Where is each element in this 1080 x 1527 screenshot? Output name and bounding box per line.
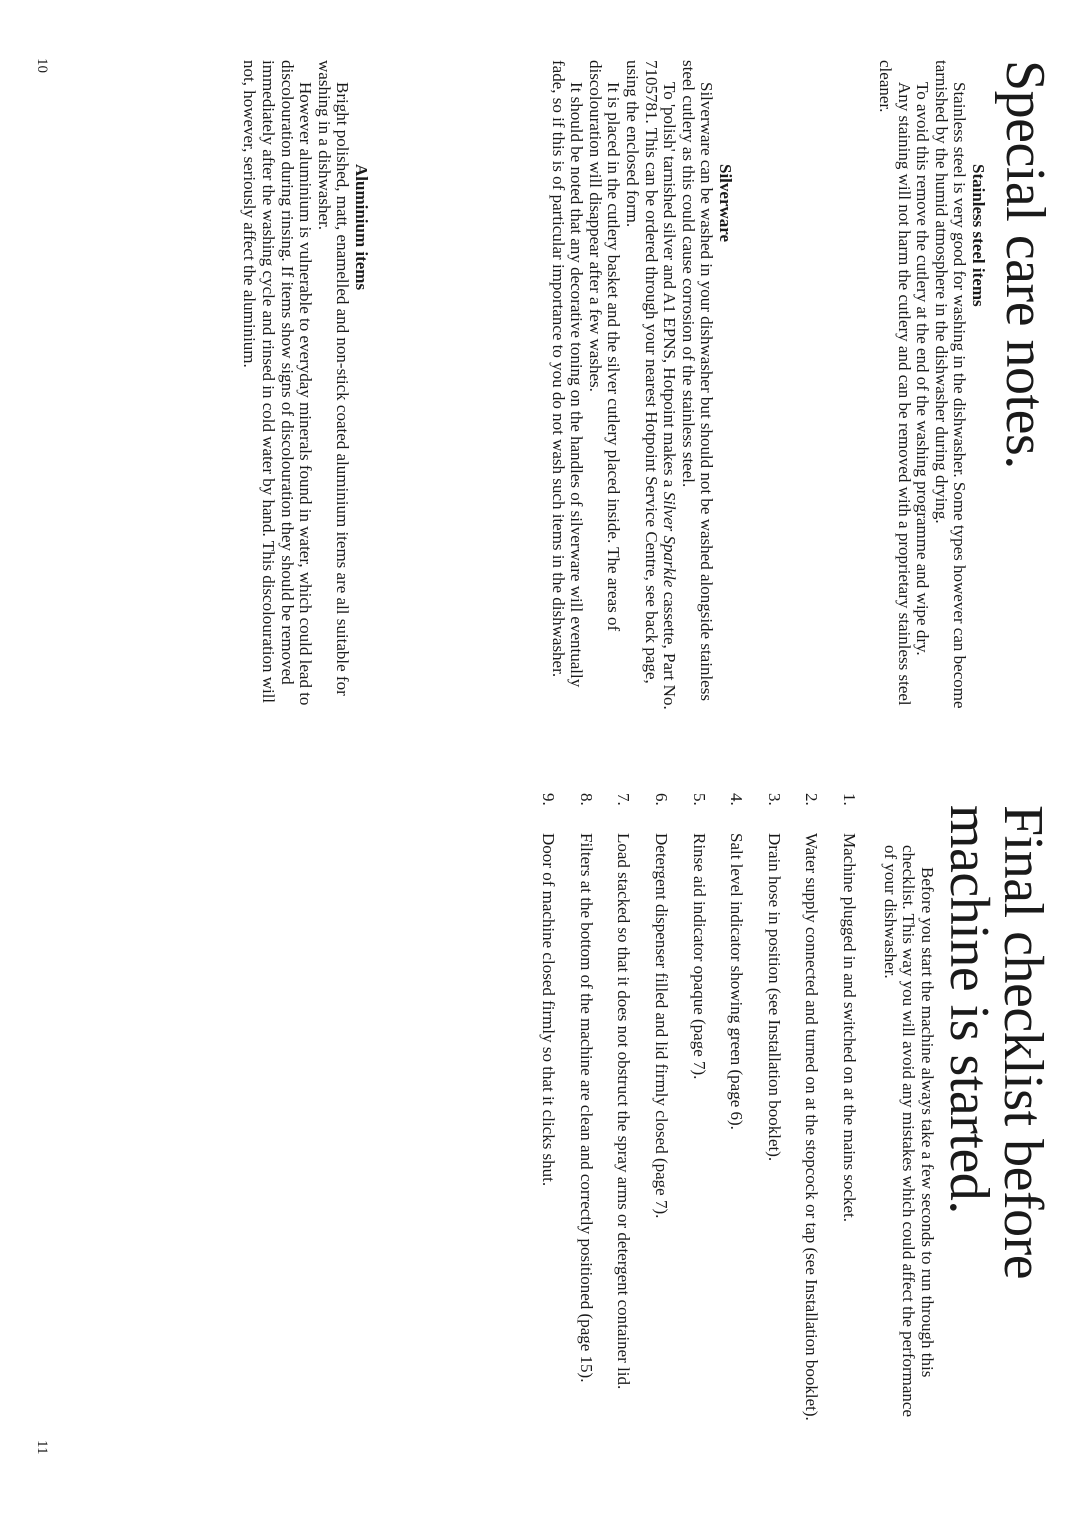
- checklist-item: [839, 785, 858, 1425]
- stainless-steel-section: [875, 60, 987, 720]
- page-number: 11: [34, 1440, 50, 1455]
- checklist-item: [727, 785, 746, 1425]
- checklist-text: Detergent dispenser filled and lid firmly closed (page 7).: [652, 833, 672, 1219]
- text-span: cassette, Part No. 7105781. This can be ordered through your nearest Hotpoint Service Centre, see back page, using the enclosed form.: [623, 60, 680, 710]
- checklist-number: 1.: [840, 793, 859, 806]
- checklist-number: 7.: [614, 793, 634, 806]
- checklist-text: Load stacked so that it does not obstruct the spray arms or detergent container lid.: [614, 833, 634, 1390]
- checklist-number: 8.: [576, 793, 596, 806]
- paragraph: It should be noted that any decorative toning on the handles of silverware will eventually fade, so if this is of particular importance to you do not wash such items in the dishwasher.: [548, 60, 587, 688]
- checklist-item: [539, 785, 558, 1425]
- checklist-text: Water supply connected and turned on at the stopcock or tap (see Installation booklet).: [802, 833, 822, 1421]
- checklist: [520, 785, 858, 1425]
- checklist-text: Filters at the bottom of the machine are clean and correctly positioned (page 15).: [576, 833, 596, 1383]
- page-number: 10: [34, 58, 50, 73]
- checklist-item: [689, 785, 708, 1425]
- checklist-number: 9.: [539, 793, 559, 806]
- paragraph: Any staining will not harm the cutlery and can be removed with a proprietary stainless steel cleaner.: [876, 60, 914, 706]
- paragraph: Stainless steel is very good for washing in the dishwasher. Some types however can become tarnished by the humid atmosphere in the dishwasher during drying.: [931, 60, 970, 709]
- section-heading: Aluminium items: [352, 164, 371, 291]
- paragraph: Silverware can be washed in your dishwasher but should not be washed alongside stainless steel cutlery as this could cause corrosion of the stainless steel.: [678, 60, 717, 701]
- paragraph: It is placed in the cutlery basket and the silver cutlery placed inside. The areas of discolouration will disappear after a few washes.: [585, 60, 624, 632]
- aluminium-section: [240, 60, 370, 720]
- paragraph: Bright polished, matt, enamelled and non-stick coated aluminium items are all suitable for washing in a dishwasher.: [314, 60, 353, 696]
- checklist-text: Salt level indicator showing green (page 6).: [727, 833, 747, 1130]
- checklist-text: Machine plugged in and switched on at the mains socket.: [840, 833, 859, 1223]
- checklist-number: 2.: [802, 793, 822, 806]
- section-heading: Silverware: [716, 164, 735, 243]
- section-heading: Stainless steel items: [969, 164, 988, 307]
- checklist-text: Door of machine closed firmly so that it clicks shut.: [539, 833, 559, 1187]
- checklist-item: [576, 785, 595, 1425]
- checklist-number: 6.: [652, 793, 672, 806]
- checklist-item: [802, 785, 821, 1425]
- checklist-number: 3.: [764, 793, 784, 806]
- page-title: Special care notes.: [994, 60, 1056, 469]
- silverware-section: [548, 60, 734, 720]
- checklist-text: Rinse aid indicator opaque (page 7).: [689, 833, 709, 1080]
- checklist-number: 4.: [727, 793, 747, 806]
- checklist-number: 5.: [689, 793, 709, 806]
- checklist-item: [614, 785, 633, 1425]
- paragraph: To avoid this remove the cutlery at the end of the washing programme and wipe dry.: [913, 82, 933, 656]
- paragraph: However aluminium is vulnerable to everyday minerals found in water, which could lead to discolouration during rinsing. If items show signs of discolouration they should be removed immediately after the washing cycle and rinsed in cold water by hand. This discolouration will not, however, seriously affect the aluminium.: [240, 60, 316, 706]
- intro-paragraph: Before you start the machine always take a few seconds to run through this checklist. This way you will avoid any mistakes which could affect the performance of your dishwasher.: [880, 845, 937, 1418]
- product-name: Silver Sparkle: [660, 491, 680, 588]
- checklist-text: Drain hose in position (see Installation booklet).: [764, 833, 784, 1162]
- page-title: Final checklist before machine is started.: [938, 805, 1054, 1280]
- checklist-item: [764, 785, 783, 1425]
- text-span: To 'polish' tarnished silver and A1 EPNS, Hotpoint makes a: [660, 82, 680, 488]
- paragraph: [622, 60, 678, 720]
- checklist-item: [651, 785, 670, 1425]
